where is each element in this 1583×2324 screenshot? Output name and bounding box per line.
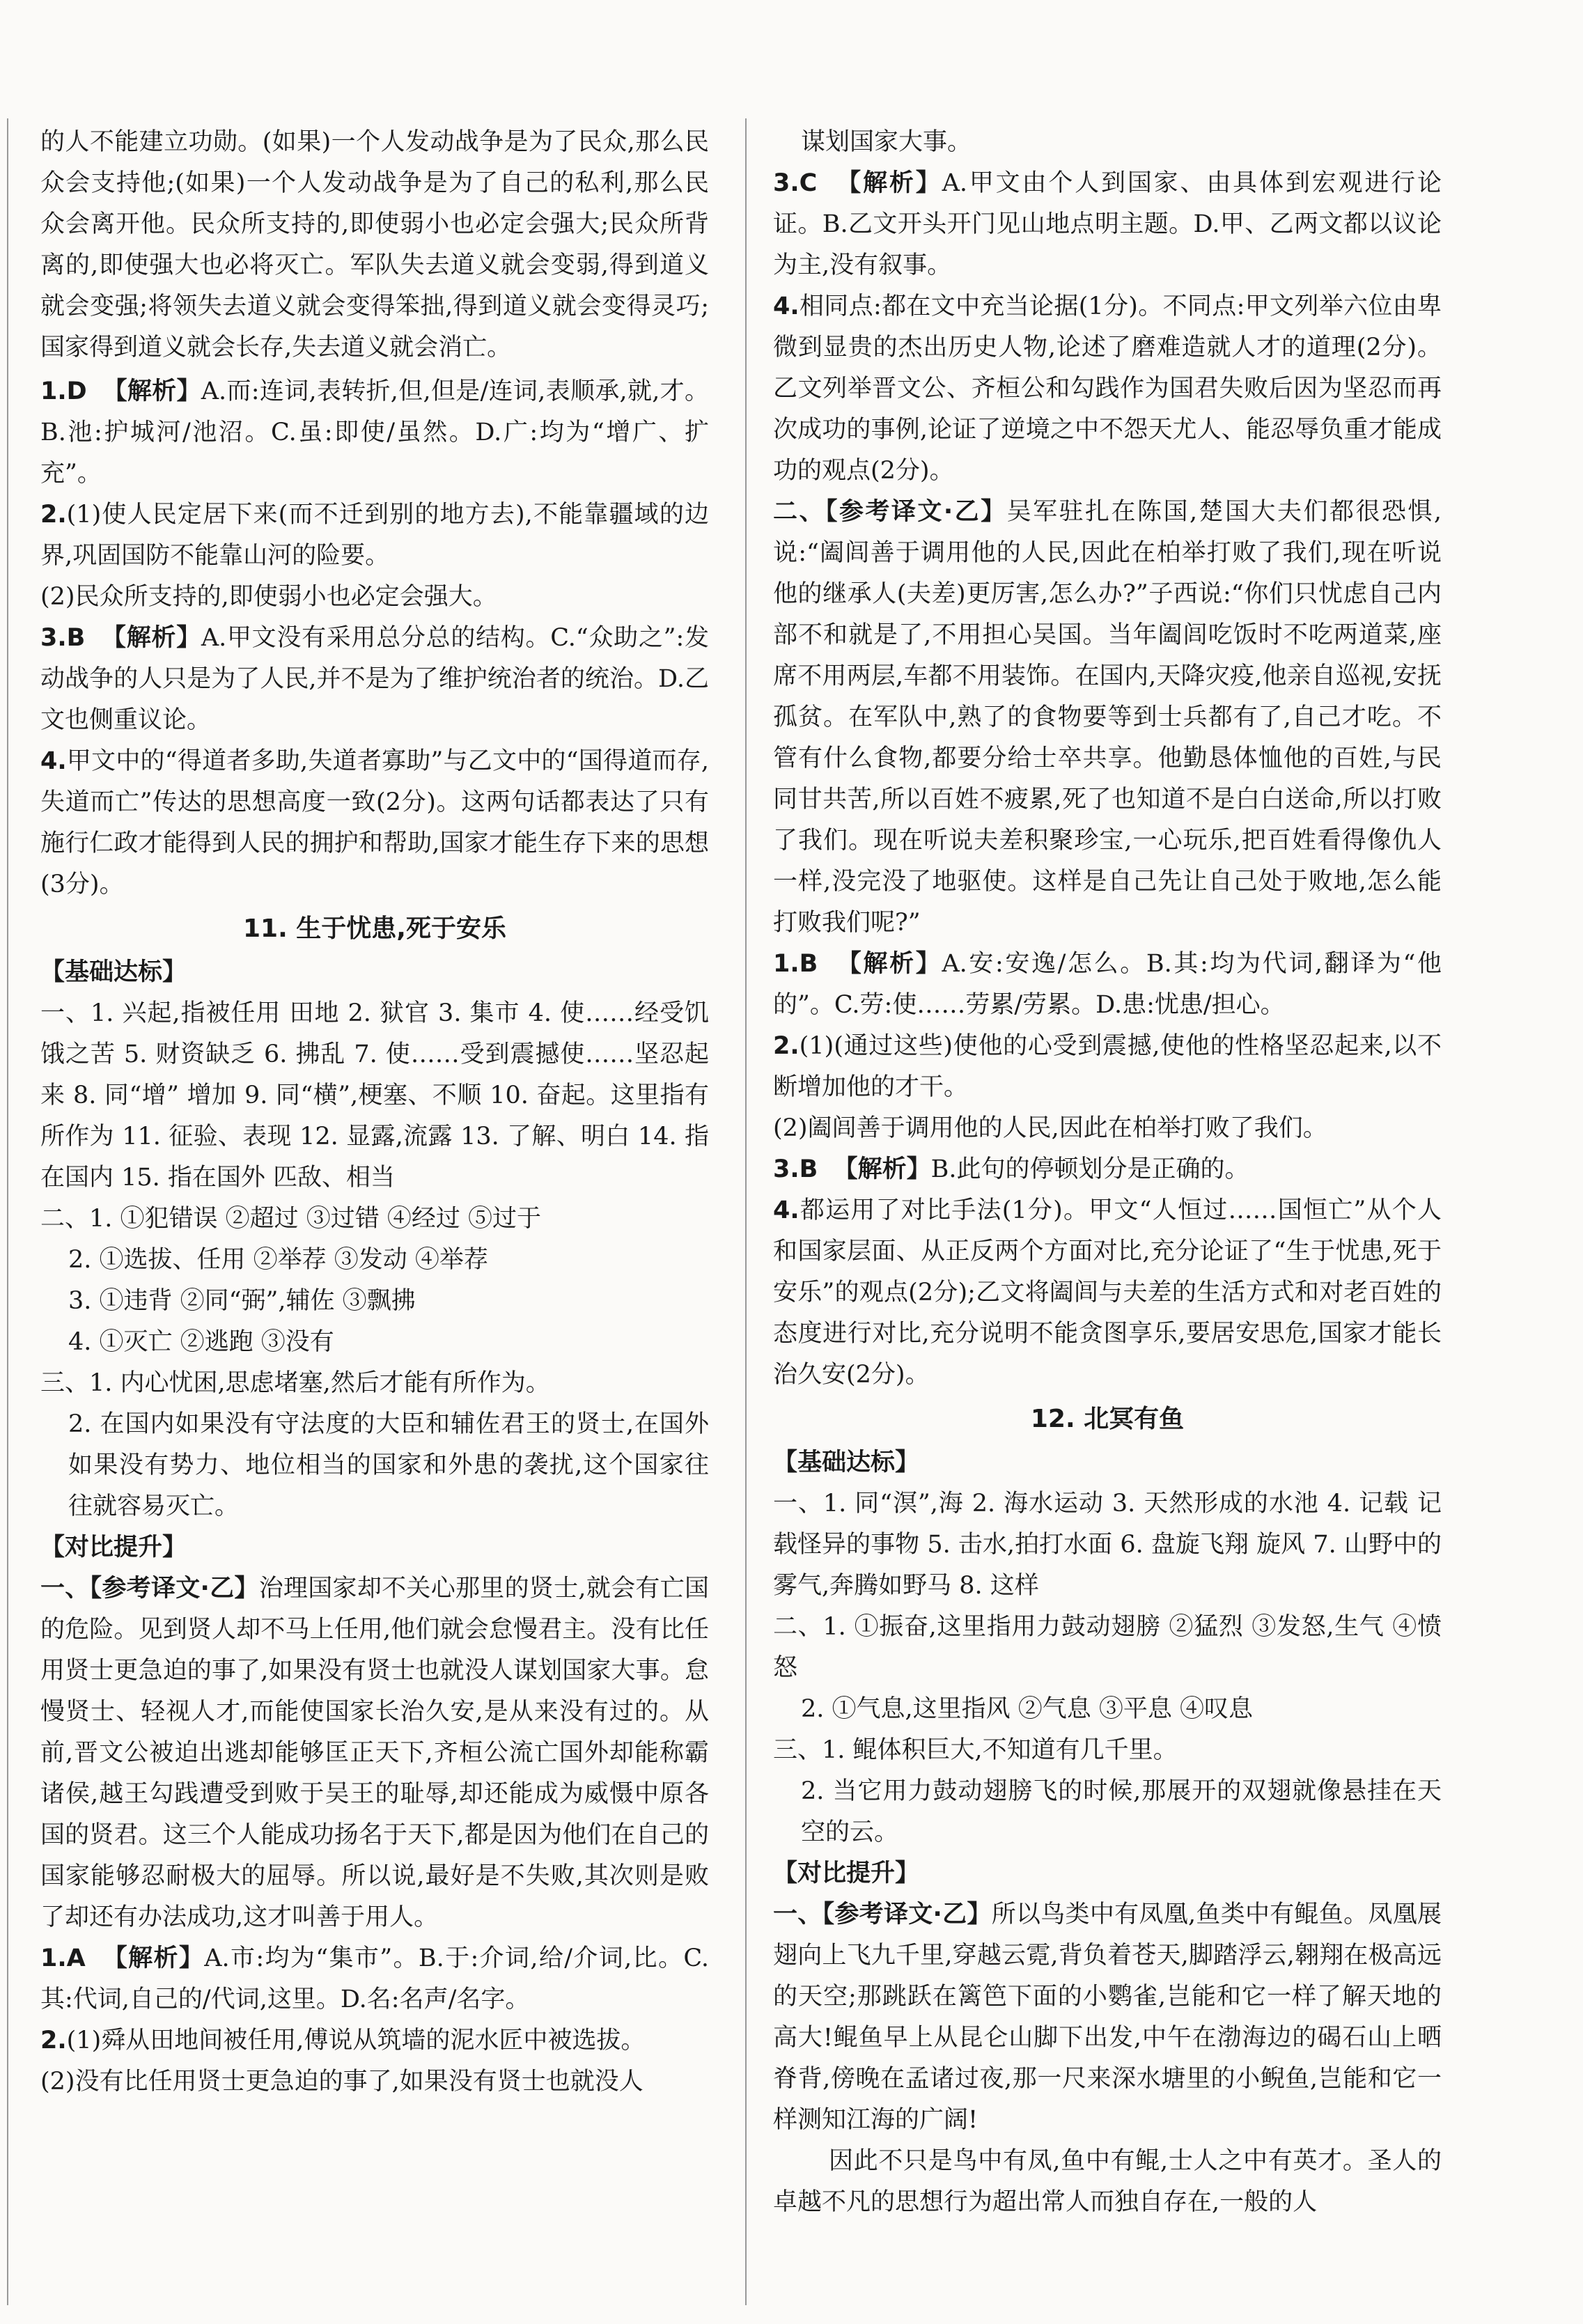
compare-answer-2: 2.(1)舜从田地间被任用,傅说从筑墙的泥水匠中被选拔。	[40, 2027, 646, 2054]
answer-d3: 3.B 【解析】B.此句的停顿划分是正确的。	[773, 1155, 1249, 1183]
answer-d2: 2.(1)(通过这些)使他的心受到震撼,使他的性格坚忍起来,以不断增加他的才干。	[773, 1032, 1442, 1101]
answer-3: 3.B 【解析】A.甲文没有采用总分总的结构。C.“众助之”:发动战争的人只是为了人民,并不是为了维护统治者的统治。D.乙文也侧重议论。	[40, 624, 709, 734]
answer-d2b: (2)阖闾善于调用他的人民,因此在柏举打败了我们。	[773, 1114, 1327, 1142]
basic2-part-3-2: 2. 当它用力鼓动翅膀飞的时候,那展开的双翅就像悬挂在天空的云。	[801, 1777, 1442, 1846]
lesson-12-title: 12. 北冥有鱼	[1030, 1405, 1185, 1433]
basic-part-2-1: 二、1. ①犯错误 ②超过 ③过错 ④经过 ⑤过于	[40, 1205, 542, 1233]
answer-2: 2.(1)使人民定居下来(而不迁到别的地方去),不能靠疆域的边界,巩固国防不能靠山河的险要。	[40, 501, 709, 570]
compare-answer-1: 1.A 【解析】A.市:均为“集市”。B.于:介词,给/介词,比。C.其:代词,自己的/代词,这里。D.名:名声/名字。	[40, 1944, 709, 2013]
compare-answer-3: 3.C 【解析】A.甲文由个人到国家、由具体到宏观进行论证。B.乙文开头开门见山地点明主题。D.甲、乙两文都以议论为主,没有叙事。	[773, 169, 1442, 279]
basic-section-heading-2: 【基础达标】	[773, 1449, 920, 1476]
compare-section-heading: 【对比提升】	[40, 1534, 187, 1561]
reference-translation-2: 二、【参考译文·乙】吴军驻扎在陈国,楚国大夫们都很恐惧,说:“阖闾善于调用他的人民,因此在柏举打败了我们,现在听说他的继承人(夫差)更厉害,怎么办?”子西说:“你们只忧虑自己内部不和就是了,不用担心吴国。当年阖闾吃饭时不吃两道菜,座席不用两层,车都不用装饰。在国内,天降灾疫,他亲自巡视,安抚孤贫。在军队中,熟了的食物要等到士兵都有了,自己才吃。不管有什么食物,都要分给士卒共享。他勤恳体恤他的百姓,与民同甘共苦,所以百姓不疲累,死了也知道不是白白送命,所以打败了我们。现在听说夫差积聚珍宝,一心玩乐,把百姓看得像仇人一样,没完没了地驱使。这样是自己先让自己处于败地,怎么能打败我们呢?”	[773, 498, 1442, 937]
basic2-part-2-2: 2. ①气息,这里指风 ②气息 ③平息 ④叹息	[801, 1695, 1254, 1723]
basic-part-2-3: 3. ①违背 ②同“弼”,辅佐 ③飘拂	[68, 1287, 416, 1315]
compare-section-heading-2: 【对比提升】	[773, 1859, 920, 1887]
answer-1: 1.D 【解析】A.而:连词,表转折,但,但是/连词,表顺承,就,才。B.池:护城河/池沼。C.虽:即使/虽然。D.广:均为“增广、扩充”。	[40, 377, 709, 488]
reference-translation: 一、【参考译文·乙】治理国家却不关心那里的贤士,就会有亡国的危险。见到贤人却不马上任用,他们就会怠慢君主。没有比任用贤士更急迫的事了,如果没有贤士也就没人谋划国家大事。怠慢贤士、轻视人才,而能使国家长治久安,是从来没有过的。从前,晋文公被迫出逃却能够匡正天下,齐桓公流亡国外却能称霸诸侯,越王勾践遭受到败于吴王的耻辱,却还能成为威慑中原各国的贤君。这三个人能成功扬名于天下,都是因为他们在自己的国家能够忍耐极大的屈辱。所以说,最好是不失败,其次则是败了却还有办法成功,这才叫善于用人。	[40, 1575, 709, 1931]
reference-translation-3: 一、【参考译文·乙】所以鸟类中有凤凰,鱼类中有鲲鱼。凤凰展翅向上飞九千里,穿越云霓,背负着苍天,脚踏浮云,翱翔在极高远的天空;那跳跃在篱笆下面的小鹦雀,岂能和它一样了解天地的高大!鲲鱼早上从昆仑山脚下出发,中午在渤海边的碣石山上晒脊背,傍晚在孟诸过夜,那一尺来深水塘里的小鲵鱼,岂能和它一样测知江海的广阔!	[773, 1901, 1442, 2134]
left-column	[40, 122, 709, 2103]
answer-d1: 1.B 【解析】A.安:安逸/怎么。B.其:均为代词,翻译为“他的”。C.劳:使……劳累/劳累。D.患:忧患/担心。	[773, 950, 1442, 1019]
basic-part-2-4: 4. ①灭亡 ②逃跑 ③没有	[68, 1328, 334, 1356]
basic-part-3-1: 三、1. 内心忧困,思虑堵塞,然后才能有所作为。	[40, 1369, 550, 1397]
answer-4: 4.甲文中的“得道者多助,失道者寡助”与乙文中的“国得道而存,失道而亡”传达的思想高度一致(2分)。这两句话都表达了只有施行仁政才能得到人民的拥护和帮助,国家才能生存下来的思想(3分)。	[40, 747, 709, 898]
continued-line: 谋划国家大事。	[801, 128, 972, 156]
compare-answer-4: 4.相同点:都在文中充当论据(1分)。不同点:甲文列举六位由卑微到显贵的杰出历史人物,论述了磨难造就人才的道理(2分)。乙文列举晋文公、齐桓公和勾践作为国君失败后因为坚忍而再次成功的事例,论证了逆境之中不怨天尤人、能忍辱负重才能成功的观点(2分)。	[773, 293, 1442, 485]
right-column	[773, 122, 1442, 2223]
basic-section-heading: 【基础达标】	[40, 958, 187, 986]
column-divider	[745, 118, 747, 2305]
translation-continued: 的人不能建立功勋。(如果)一个人发动战争是为了民众,那么民众会支持他;(如果)一个人发动战争是为了自己的私利,那么民众会离开他。民众所支持的,即使弱小也必定会强大;民众所背离的,即使强大也必将灭亡。军队失去道义就会变弱,得到道义就会变强;将领失去道义就会变得笨拙,得到道义就会变得灵巧;国家得到道义就会长存,失去道义就会消亡。	[40, 128, 709, 361]
basic2-part-1: 一、1. 同“溟”,海 2. 海水运动 3. 天然形成的水池 4. 记载 记载怪异的事物 5. 击水,拍打水面 6. 盘旋飞翔 旋风 7. 山野中的雾气,奔腾如野马 8. 这样	[773, 1490, 1442, 1600]
answer-d4: 4.都运用了对比手法(1分)。甲文“人恒过……国恒亡”从个人和国家层面、从正反两个方面对比,充分论证了“生于忧患,死于安乐”的观点(2分);乙文将阖闾与夫差的生活方式和对老百姓的态度进行对比,充分说明不能贪图享乐,要居安思危,国家才能长治久安(2分)。	[773, 1196, 1442, 1389]
answer-2b: (2)民众所支持的,即使弱小也必定会强大。	[40, 583, 497, 611]
basic2-part-3-1: 三、1. 鲲体积巨大,不知道有几千里。	[773, 1736, 1178, 1764]
left-margin-rule	[7, 118, 8, 2305]
translation-last-paragraph: 因此不只是鸟中有凤,鱼中有鲲,士人之中有英才。圣人的卓越不凡的思想行为超出常人而独自存在,一般的人	[773, 2147, 1442, 2216]
compare-answer-2b: (2)没有比任用贤士更急迫的事了,如果没有贤士也就没人	[40, 2068, 644, 2096]
basic-part-3-2: 2. 在国内如果没有守法度的大臣和辅佐君王的贤士,在国外如果没有势力、地位相当的国家和外患的袭扰,这个国家往往就容易灭亡。	[68, 1410, 709, 1520]
basic2-part-2-1: 二、1. ①振奋,这里指用力鼓动翅膀 ②猛烈 ③发怒,生气 ④愤怒	[773, 1613, 1442, 1682]
basic-part-1: 一、1. 兴起,指被任用 田地 2. 狱官 3. 集市 4. 使……经受饥饿之苦 5. 财资缺乏 6. 拂乱 7. 使……受到震撼使……坚忍起来 8. 同“增” 增加 9. 同“横”,梗塞、不顺 10. 奋起。这里指有所作为 11. 征验、表现 12. 显露,流露 13. 了解、明白 14. 指在国内 15. 指在国外 匹敌、相当	[40, 999, 709, 1192]
lesson-11-title: 11. 生于忧患,死于安乐	[243, 914, 506, 943]
basic-part-2-2: 2. ①选拔、任用 ②举荐 ③发动 ④举荐	[68, 1246, 488, 1274]
